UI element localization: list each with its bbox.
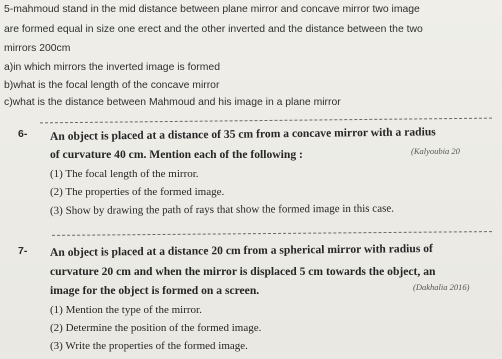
q7-item-3: (3) Write the properties of the formed image. (50, 340, 248, 352)
q5-line-2: are formed equal in size one erect and the other inverted and the distance between the two (4, 24, 423, 35)
q7-stem-line-3: image for the object is formed on a screen. (50, 284, 260, 297)
q7-stem-line-1: An object is placed at a distance 20 cm from a spherical mirror with radius of (49, 241, 433, 259)
q5-line-4: a)in which mirrors the inverted image is formed (4, 62, 220, 73)
q6-item-2: (2) The properties of the formed image. (50, 186, 225, 198)
q7-source: (Dakhalia 2016) (413, 282, 470, 292)
q6-source: (Kalyoubia 20 (411, 146, 460, 156)
q7-item-1: (1) Mention the type of the mirror. (50, 304, 202, 316)
q5-line-3: mirrors 200cm (4, 43, 71, 54)
section-divider-2 (52, 231, 492, 236)
section-divider-1 (40, 118, 492, 124)
q6-item-1: (1) The focal length of the mirror. (50, 168, 199, 180)
q6-stem-line-1: An object is placed at a distance of 35 cm from a concave mirror with a radius (49, 125, 436, 143)
q5-line-6: c)what is the distance between Mahmoud and his image in a plane mirror (4, 97, 341, 108)
q7-number: 7- (18, 245, 28, 257)
q6-number: 6- (18, 128, 28, 140)
q5-line-1: 5-mahmoud stand in the mid distance between plane mirror and concave mirror two image (4, 4, 420, 15)
q7-stem-line-2: curvature 20 cm and when the mirror is displaced 5 cm towards the object, an (50, 265, 436, 278)
q5-line-5: b)what is the focal length of the concave mirror (4, 80, 220, 91)
q7-item-2: (2) Determine the position of the formed image. (50, 322, 262, 334)
q6-item-3: (3) Show by drawing the path of rays that show the formed image in this case. (49, 202, 395, 217)
q6-stem-line-2: of curvature 40 cm. Mention each of the following : (50, 148, 303, 161)
